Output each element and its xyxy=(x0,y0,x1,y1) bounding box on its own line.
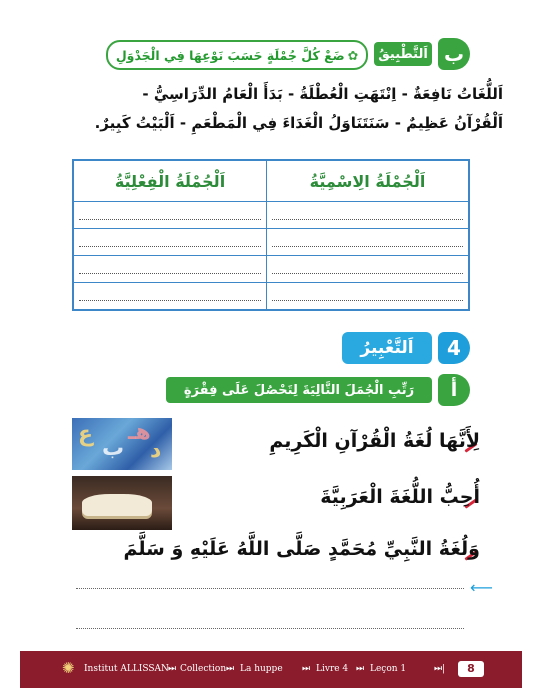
answer-cell[interactable] xyxy=(267,229,470,256)
answer-cell[interactable] xyxy=(267,202,470,229)
answer-line[interactable] xyxy=(76,588,464,589)
next-icon: ⏭ xyxy=(302,664,311,674)
answer-cell[interactable] xyxy=(267,256,470,283)
footer-collection: Collection xyxy=(180,664,227,674)
answer-cell[interactable] xyxy=(73,202,267,229)
section-b-instruction: ✿ ضَعْ كُلَّ جُمْلَةٍ حَسَبَ نَوْعِهَا فِي الْجَدْوَلِ xyxy=(106,40,368,70)
section-4-number: 4 xyxy=(438,332,470,364)
table-row xyxy=(73,256,469,283)
flower-icon: ✿ xyxy=(347,47,359,63)
next-icon: ⏭ xyxy=(168,664,177,674)
section-b-number: ب xyxy=(438,38,470,70)
section-a-number: أ xyxy=(438,374,470,406)
answer-cell[interactable] xyxy=(267,283,470,311)
sentences-line-1: اَللُّغَاتُ نَافِعَةٌ - اِنْتَهَتِ الْعُطْلَةُ - بَدَأَ الْعَامُ الدِّرَاسِيُّ - xyxy=(142,85,503,103)
section-b-title: اَلتَّطْبِيقُ xyxy=(374,42,432,66)
arrow-left-icon: ⟵ xyxy=(470,578,493,597)
ordering-sentence-3: وَلُغَةُ النَّبِيِّ مُحَمَّدٍ صَلَّى اللَّهُ عَلَيْهِ وَ سَلَّمَ xyxy=(123,538,480,560)
footer-institute: Institut ALLISSAN xyxy=(84,664,169,674)
header-nominal: اَلْجُمْلَةُ الِاسْمِيَّةُ xyxy=(267,160,470,202)
section-a-header xyxy=(166,374,470,406)
page-footer xyxy=(20,651,522,688)
ordering-sentence-1: لِأَنَّهَا لُغَةُ الْقُرْآنِ الْكَرِيمِ xyxy=(269,430,480,452)
table-row xyxy=(73,202,469,229)
next-icon: ⏭ xyxy=(356,664,365,674)
next-icon: ⏭ xyxy=(226,664,235,674)
header-verbal: اَلْجُمْلَةُ الْفِعْلِيَّةُ xyxy=(73,160,267,202)
section-4-header xyxy=(338,332,470,364)
sentences-list xyxy=(94,80,503,138)
ordering-sentence-2: أُحِبُّ اللُّغَةَ الْعَرَبِيَّةَ xyxy=(320,486,480,508)
answer-cell[interactable] xyxy=(73,229,267,256)
answer-line[interactable] xyxy=(76,628,464,629)
institute-logo-icon: ✺ xyxy=(62,659,75,677)
sentences-line-2: اَلْقُرْآنُ عَظِيمٌ - سَنَتَنَاوَلُ الْغَدَاءَ فِي الْمَطْعَمِ - اَلْبَيْتُ كَبِيرٌ. xyxy=(94,114,503,132)
answer-cell[interactable] xyxy=(73,256,267,283)
next-icon: ⏭| xyxy=(434,664,446,674)
quran-book-image xyxy=(72,476,172,530)
footer-lesson: Leçon 1 xyxy=(370,664,407,674)
footer-series: La huppe xyxy=(240,664,283,674)
arabic-letters-image: ع ب هـ د xyxy=(72,418,172,470)
footer-book: Livre 4 xyxy=(316,664,349,674)
classification-table xyxy=(72,159,470,311)
section-a-instruction: رَتِّبِ الْجُمَلَ التَّالِيَةَ لِتَحْصُلَ عَلَى فِقْرَةٍ xyxy=(166,377,432,403)
table-row xyxy=(73,229,469,256)
page-number: 8 xyxy=(458,661,484,677)
table-row xyxy=(73,283,469,311)
answer-cell[interactable] xyxy=(73,283,267,311)
section-b-header xyxy=(108,38,470,70)
section-4-title: اَلتَّعْبِيرُ xyxy=(342,332,432,364)
